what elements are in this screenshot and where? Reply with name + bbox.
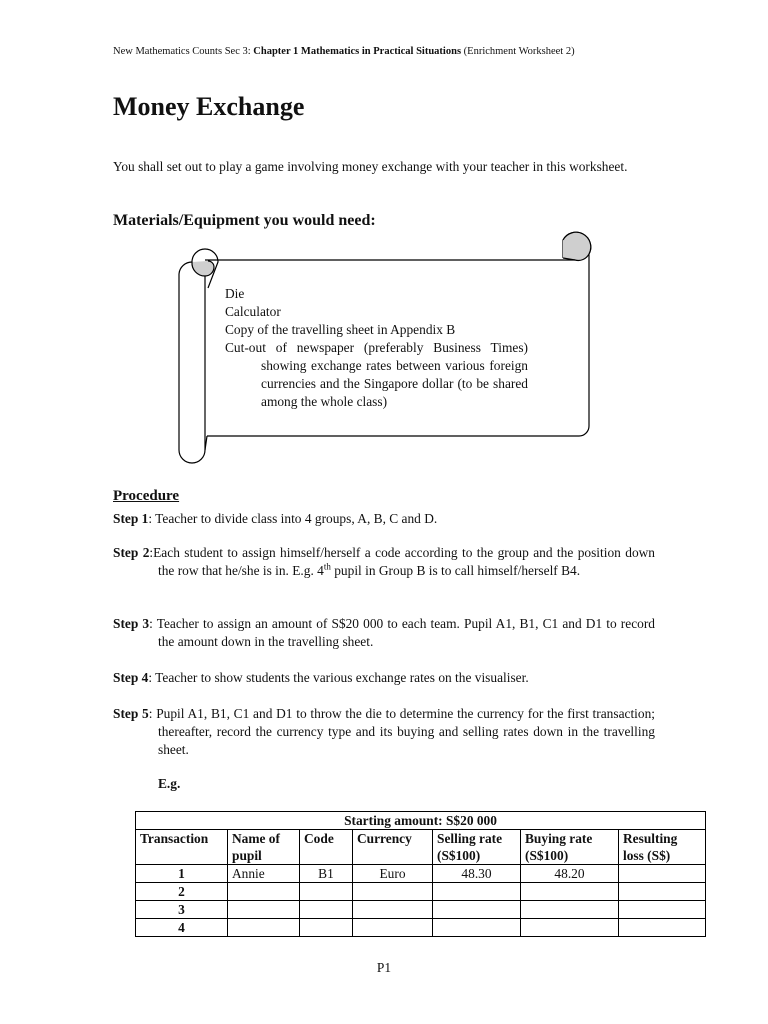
header-prefix: New Mathematics Counts Sec 3:: [113, 46, 254, 57]
step-text: : Teacher to divide class into 4 groups, A, B, C and D.: [148, 511, 438, 526]
table-cell: [619, 865, 706, 883]
materials-item: Die: [225, 286, 245, 301]
step-text: : Pupil A1, B1, C1 and D1 to throw the die to determine the currency for the first transaction; thereafter, record the currency type and its buying and selling rates down in the travelling sheet.: [148, 706, 656, 757]
table-row: [136, 865, 706, 883]
table-cell: [228, 919, 300, 937]
step-2: [113, 544, 655, 580]
table-cell: [353, 919, 433, 937]
intro-paragraph: You shall set out to play a game involving money exchange with your teacher in this worksheet.: [113, 159, 628, 174]
table-cell: [619, 883, 706, 901]
step-4: [113, 669, 655, 687]
table-cell: 2: [136, 883, 228, 901]
table-row: [136, 883, 706, 901]
table-row: [136, 919, 706, 937]
table-header-row: [136, 830, 706, 865]
starting-amount-cell: Starting amount: S$20 000: [136, 812, 706, 830]
table-cell: [521, 901, 619, 919]
table-cell: [619, 919, 706, 937]
table-cell: 1: [136, 865, 228, 883]
table-cell: B1: [300, 865, 353, 883]
step-3: [113, 615, 655, 651]
step-label: Step 5: [113, 706, 149, 721]
table-cell: [300, 883, 353, 901]
table-cell: [433, 883, 521, 901]
header-suffix: (Enrichment Worksheet 2): [461, 46, 575, 57]
table-cell: 4: [136, 919, 228, 937]
step-label: Step 1: [113, 511, 149, 526]
column-header: Name of pupil: [228, 830, 300, 865]
table-cell: [300, 919, 353, 937]
table-cell: 48.20: [521, 865, 619, 883]
table-cell: [228, 901, 300, 919]
page-number: P1: [376, 960, 392, 975]
materials-item: Calculator: [225, 304, 281, 319]
table-cell: [433, 901, 521, 919]
step-superscript: th: [323, 561, 331, 572]
table-cell: [300, 901, 353, 919]
procedure-heading: Procedure: [113, 488, 180, 504]
step-text: pupil in Group B is to call himself/herself B4.: [330, 563, 581, 578]
example-table: [135, 811, 706, 937]
step-label: Step 4: [113, 670, 149, 685]
table-cell: [228, 883, 300, 901]
table-cell: 3: [136, 901, 228, 919]
table-cell: Annie: [228, 865, 300, 883]
materials-item: Copy of the travelling sheet in Appendix B: [225, 322, 456, 337]
step-text: : Teacher to assign an amount of S$20 000 to each team. Pupil A1, B1, C1 and D1 to record the amount down in the travelling sheet.: [149, 616, 656, 649]
table-cell: [353, 901, 433, 919]
table-cell: [521, 919, 619, 937]
column-header: Selling rate (S$100): [433, 830, 521, 865]
column-header: Code: [300, 830, 353, 865]
step-text: : Teacher to show students the various exchange rates on the visualiser.: [148, 670, 529, 685]
header-chapter: Chapter 1 Mathematics in Practical Situations: [253, 46, 462, 57]
table-row: [136, 901, 706, 919]
column-header: Transaction: [136, 830, 228, 865]
table-cell: Euro: [353, 865, 433, 883]
materials-list: [225, 285, 528, 411]
column-header: Buying rate (S$100): [521, 830, 619, 865]
page-title: Money Exchange: [113, 92, 305, 121]
step-1: [113, 510, 655, 528]
running-header: [113, 46, 673, 57]
table-cell: 48.30: [433, 865, 521, 883]
table-cell: [433, 919, 521, 937]
table-cell: [619, 901, 706, 919]
step-label: Step 3: [113, 616, 150, 631]
column-header: Resulting loss (S$): [619, 830, 706, 865]
example-label: E.g.: [158, 776, 181, 791]
column-header: Currency: [353, 830, 433, 865]
step-text: :Each student to assign himself/herself a code according to the group and the position down the row that he/she is in. E.g. 4: [149, 545, 656, 578]
step-label: Step 2: [113, 545, 150, 560]
table-caption-row: [136, 812, 706, 830]
step-5: [113, 705, 655, 759]
table-cell: [521, 883, 619, 901]
materials-item: Cut-out of newspaper (preferably Business Times) showing exchange rates between various foreign currencies and the Singapore dollar (to be shared among the whole class): [225, 340, 528, 409]
materials-heading: Materials/Equipment you would need:: [113, 212, 376, 229]
table-cell: [353, 883, 433, 901]
